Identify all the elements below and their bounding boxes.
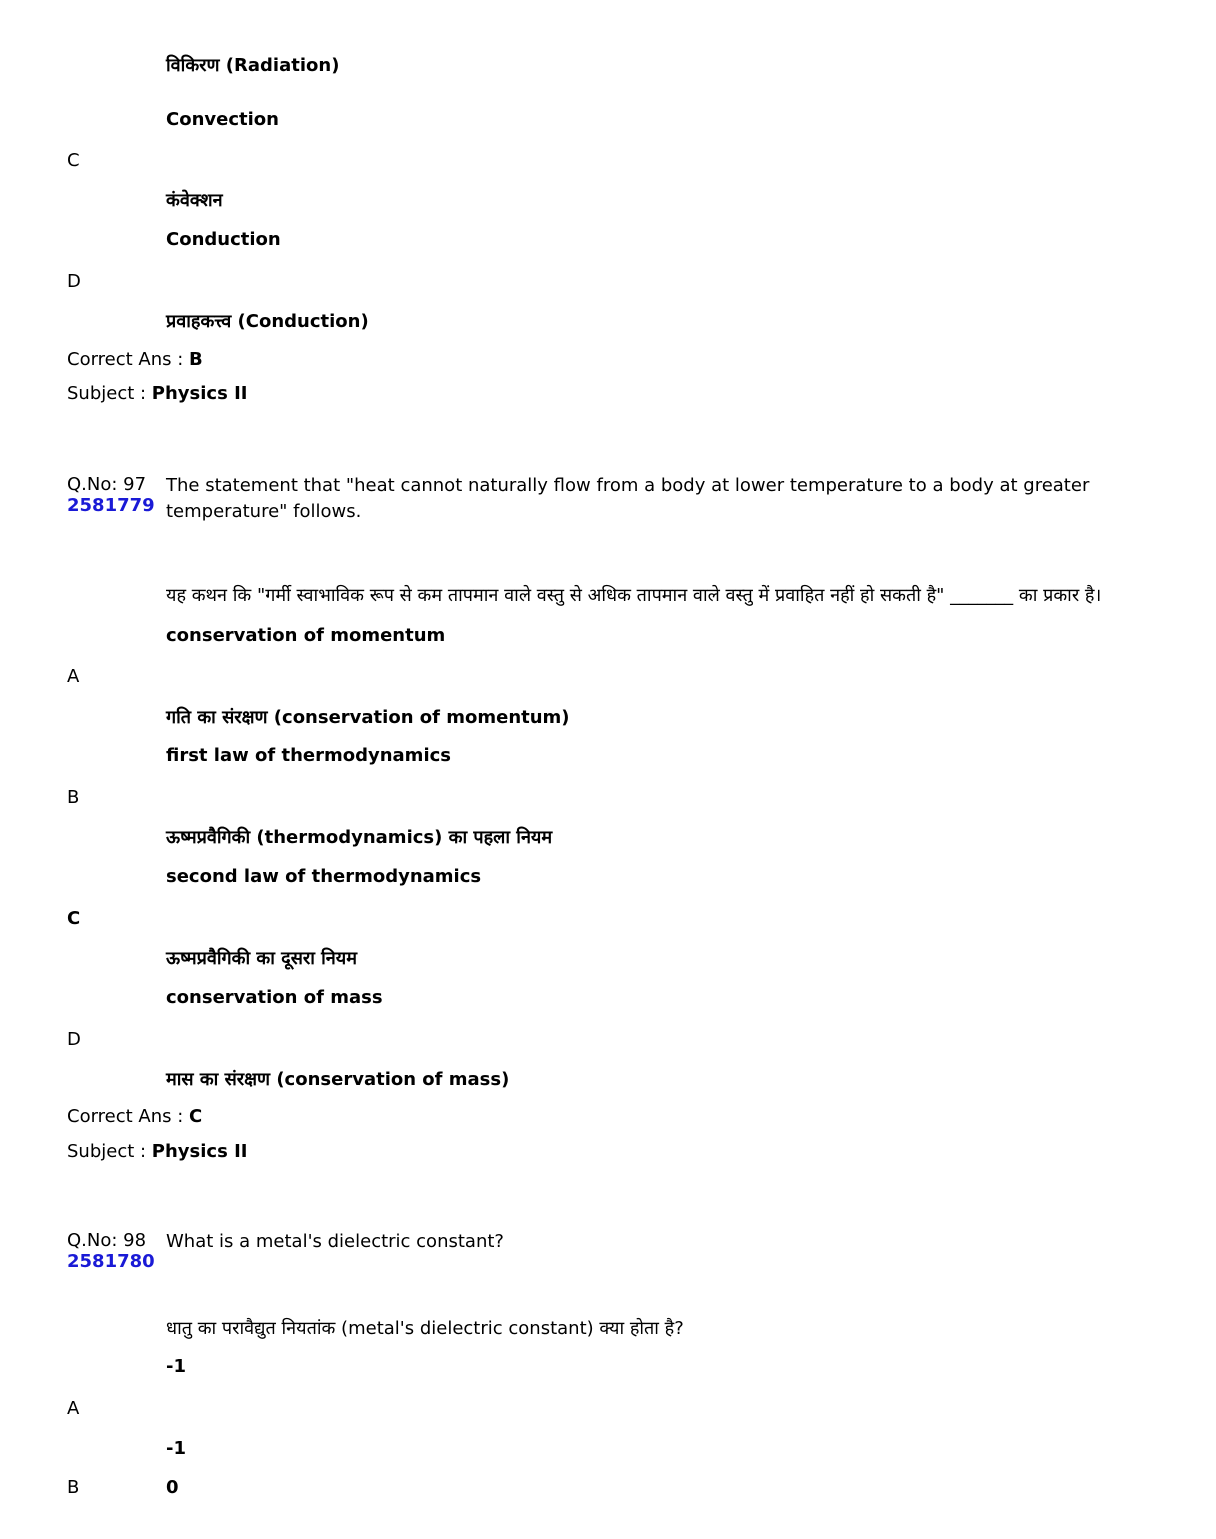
- option-english-text: Convection: [166, 109, 279, 130]
- subject-label: Subject :: [67, 383, 152, 404]
- option-letter: B: [67, 1477, 80, 1498]
- correct-answer-label: Correct Ans :: [67, 1106, 190, 1127]
- question-id: 2581780: [67, 1251, 155, 1272]
- option-hindi-text: प्रवाहकत्त्व (Conduction): [166, 311, 369, 332]
- subject-line: [67, 382, 247, 406]
- option-hindi-text: ऊष्मप्रवैगिकी का दूसरा नियम: [166, 948, 358, 969]
- option-english-text: 0: [166, 1477, 179, 1498]
- option-hindi-text: गति का संरक्षण (conservation of momentum): [166, 707, 570, 728]
- option-hindi-text: विकिरण (Radiation): [166, 55, 340, 76]
- option-english-text: -1: [166, 1356, 186, 1377]
- correct-answer-line: [67, 348, 203, 372]
- option-hindi-text: -1: [166, 1438, 186, 1459]
- option-letter: A: [67, 1398, 80, 1419]
- correct-answer-value: B: [189, 349, 203, 370]
- option-english-text: conservation of mass: [166, 987, 383, 1008]
- option-letter: D: [67, 271, 81, 292]
- question-text-hindi: धातु का परावैद्युत नियतांक (metal's dielectric constant) क्या होता है?: [166, 1318, 684, 1339]
- subject-value: Physics II: [151, 1141, 248, 1162]
- question-text-hindi: यह कथन कि "गर्मी स्वाभाविक रूप से कम तापमान वाले वस्तु से अधिक तापमान वाले वस्तु में प्रवाहित नहीं हो सकती है" _______ का प्रकार है।: [166, 585, 1102, 606]
- option-letter: B: [67, 787, 80, 808]
- option-letter-correct: C: [67, 908, 81, 929]
- question-text-english: What is a metal's dielectric constant?: [166, 1231, 504, 1252]
- option-letter: A: [67, 666, 80, 687]
- option-english-text: first law of thermodynamics: [166, 745, 451, 766]
- option-english-text: Conduction: [166, 229, 281, 250]
- option-hindi-text: कंवेक्शन: [166, 190, 223, 211]
- correct-answer-line: [67, 1105, 202, 1129]
- option-english-text: second law of thermodynamics: [166, 866, 482, 887]
- option-hindi-text: ऊष्मप्रवैगिकी (thermodynamics) का पहला नियम: [166, 827, 553, 848]
- question-number: Q.No: 97: [67, 474, 147, 495]
- option-letter: C: [67, 150, 80, 171]
- option-letter: D: [67, 1029, 81, 1050]
- question-id: 2581779: [67, 495, 155, 516]
- correct-answer-value: C: [189, 1106, 203, 1127]
- question-text-english: The statement that "heat cannot naturally flow from a body at lower temperature to a body at greater temperature" follows.: [166, 475, 1090, 522]
- option-english-text: conservation of momentum: [166, 625, 446, 646]
- subject-line: [67, 1140, 247, 1164]
- correct-answer-label: Correct Ans :: [67, 349, 190, 370]
- question-number: Q.No: 98: [67, 1230, 147, 1251]
- option-hindi-text: मास का संरक्षण (conservation of mass): [166, 1069, 510, 1090]
- subject-label: Subject :: [67, 1141, 152, 1162]
- subject-value: Physics II: [151, 383, 248, 404]
